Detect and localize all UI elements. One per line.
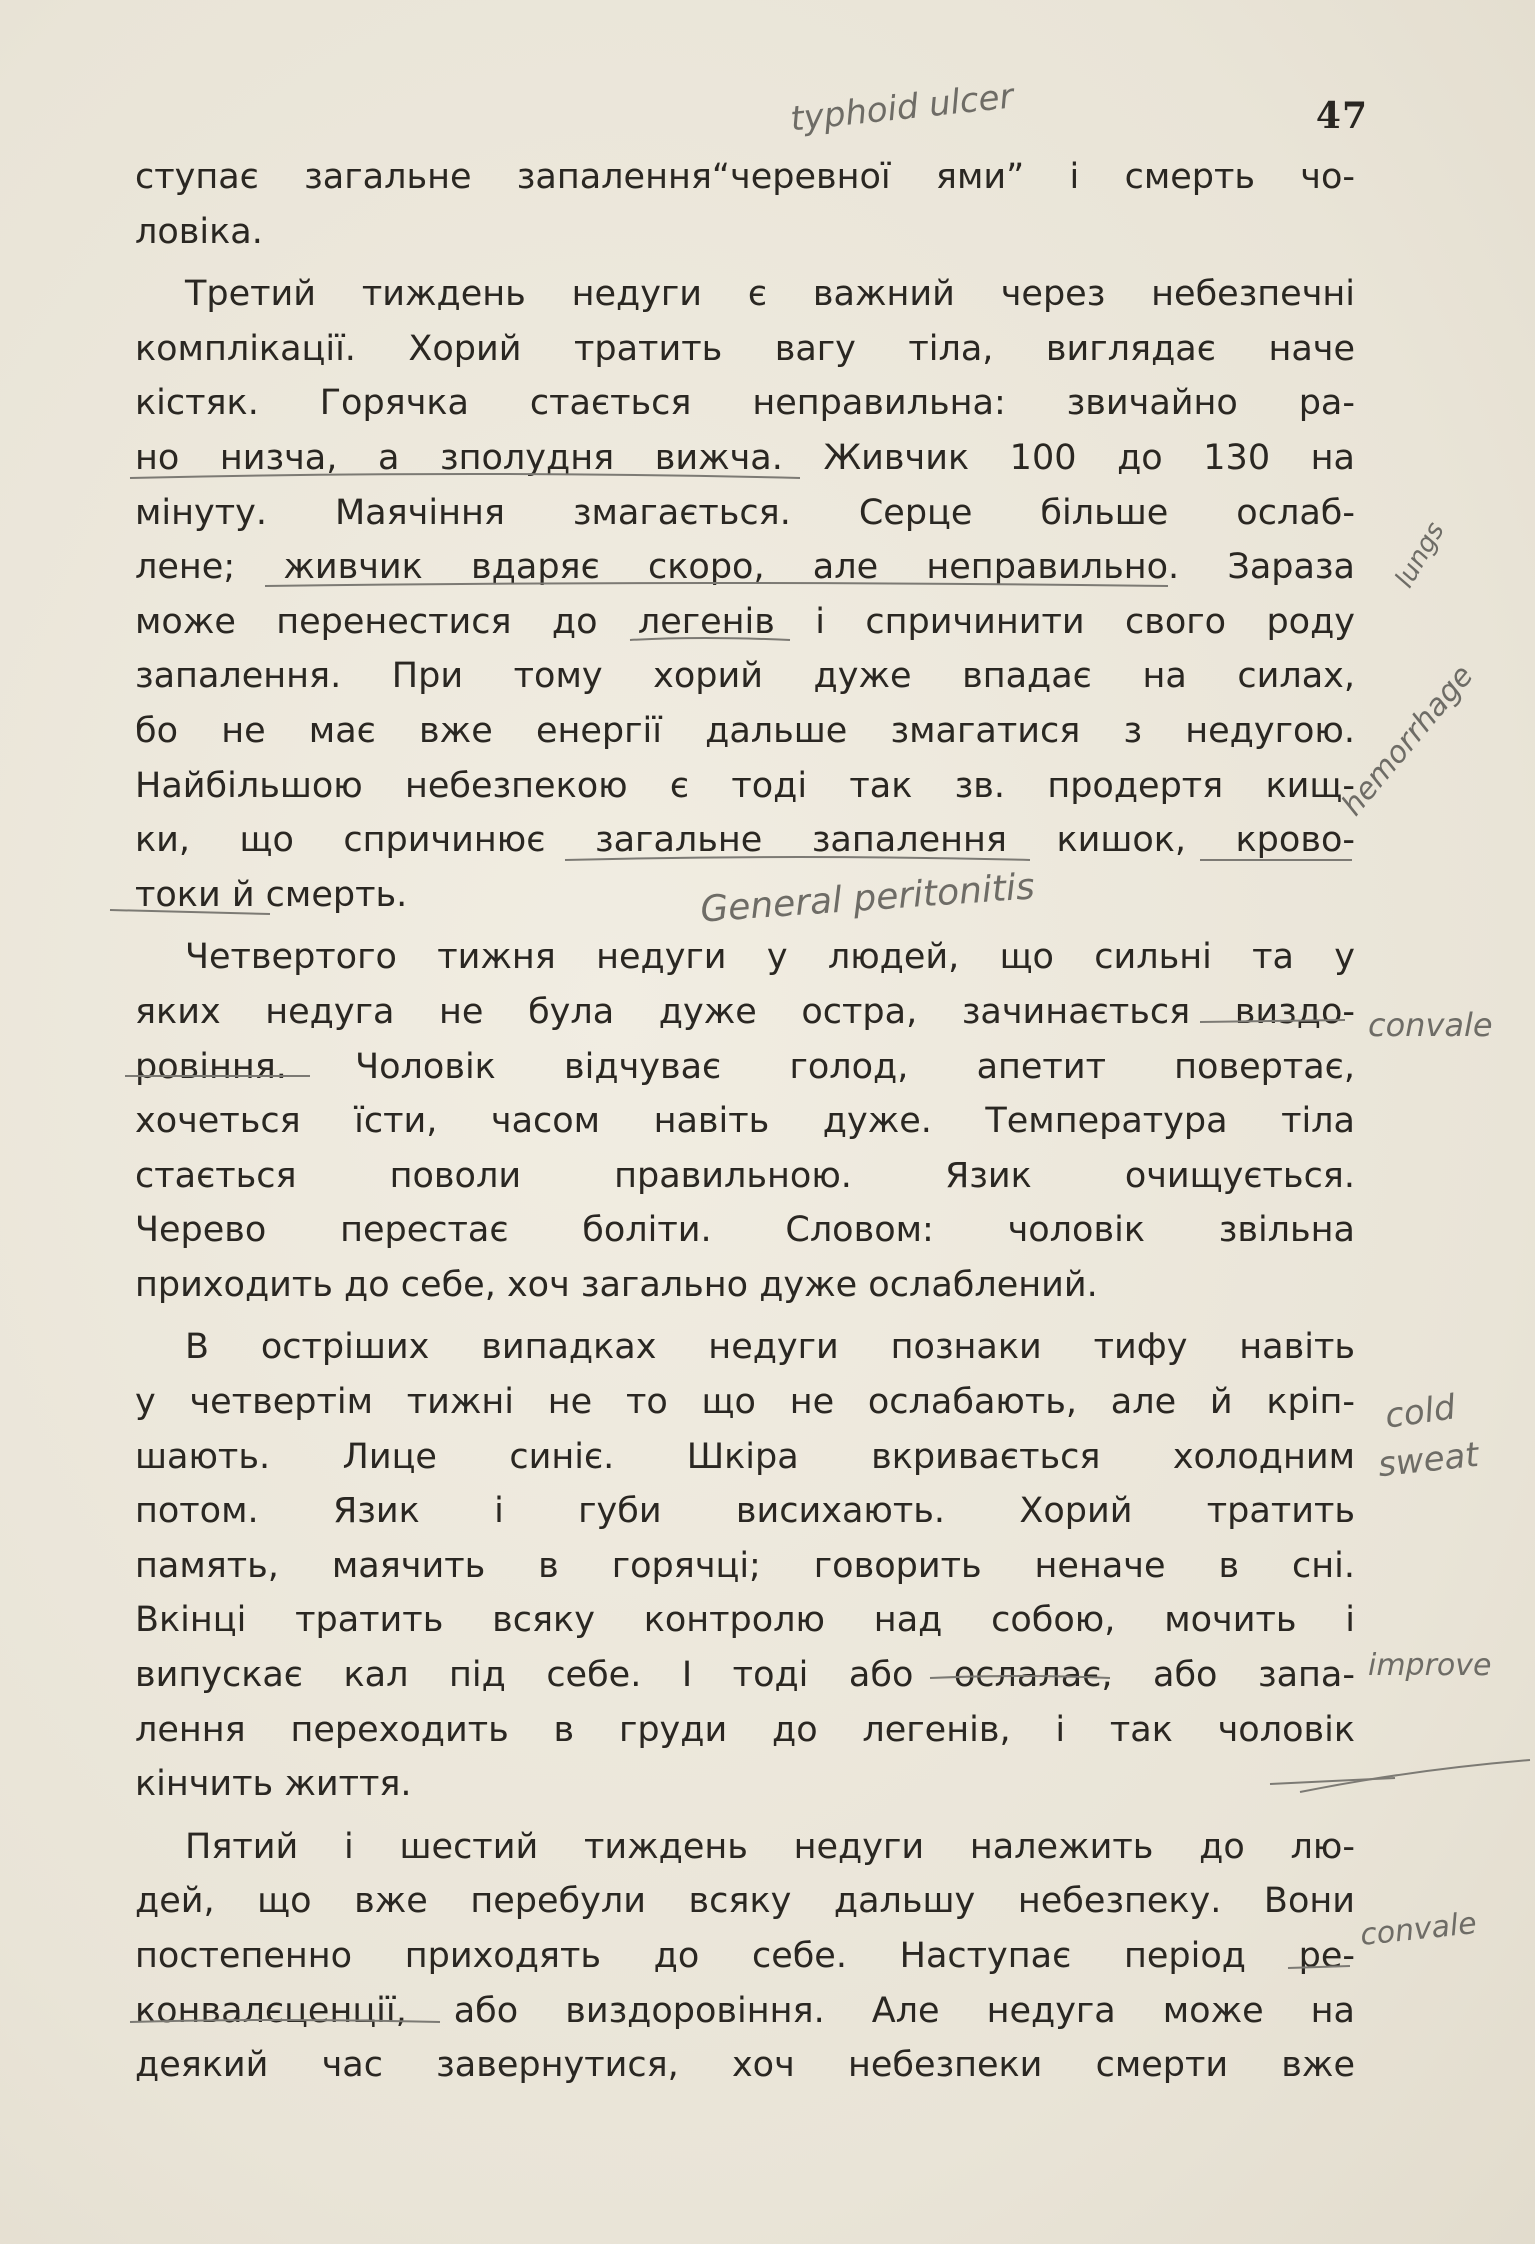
text-line: ки, що спричинює загальне запалення кишок, крово- xyxy=(135,820,1355,861)
text-line: Вкінці тратить всяку контролю над собою, мочить і xyxy=(135,1600,1355,1641)
text-line: Найбільшою небезпекою є тоді так зв. продертя кищ- xyxy=(135,765,1355,806)
margin-line xyxy=(1270,1778,1395,1784)
text-line: хочеться їсти, часом навіть дуже. Температура тіла xyxy=(135,1101,1355,1142)
text-line: може перенестися до легенів і спричинити свого роду xyxy=(135,601,1355,642)
text-line: но низча, а зполудня вижча. Живчик 100 до 130 на xyxy=(135,437,1355,478)
underline-mark xyxy=(565,857,1030,860)
text-line: кістяк. Горячка стається неправильна: звичайно ра- xyxy=(135,383,1355,424)
page-number: 47 xyxy=(1315,95,1368,137)
text-line: лення переходить в груди до легенів, і так чоловік xyxy=(135,1709,1355,1750)
text-line: комплікації. Хорий тратить вагу тіла, виглядає наче xyxy=(135,328,1355,369)
handwritten-note-convalescence: convale xyxy=(1368,1006,1493,1044)
handwritten-note-hemorrhage: hemorrhage xyxy=(1335,658,1481,823)
text-line: память, маячить в горячці; говорить неначе в сні. xyxy=(135,1545,1355,1586)
text-line: дей, що вже перебули всяку дальшу небезпеку. Вони xyxy=(135,1881,1355,1922)
text-line: лене; живчик вдаряє скоро, але неправильно. Зараза xyxy=(135,547,1355,588)
text-line: шають. Лице синіє. Шкіра вкривається холодним xyxy=(135,1436,1355,1477)
handwritten-note-peritonitis: General peritonitis xyxy=(698,866,1036,931)
text-line: потом. Язик і губи висихають. Хорий тратить xyxy=(135,1491,1355,1532)
text-line: бо не має вже енергії дальше змагатися з недугою. xyxy=(135,710,1355,751)
underline-mark xyxy=(630,638,790,640)
underline-mark xyxy=(130,474,800,478)
handwritten-note-cold: cold xyxy=(1382,1387,1458,1437)
text-line: Четвертого тижня недуги у людей, що сильні та у xyxy=(185,937,1355,978)
underline-mark xyxy=(265,583,1168,586)
text-line: конвалєценції, або виздоровіння. Але недуга може на xyxy=(135,1990,1355,2031)
text-line: ловіка. xyxy=(135,211,263,252)
margin-line xyxy=(1300,1760,1530,1792)
text-line: запалення. При тому хорий дуже впадає на силах, xyxy=(135,656,1355,697)
text-line: деякий час завернутися, хоч небезпеки смерти вже xyxy=(135,2045,1355,2086)
handwritten-note-typhoid: typhoid ulcer xyxy=(788,76,1016,140)
text-line: випускає кал під себе. І тоді або ослалає, або запа- xyxy=(135,1655,1355,1696)
text-line: Пятий і шестий тиждень недуги належить до лю- xyxy=(185,1826,1355,1867)
text-line: ровіння. Чоловік відчуває голод, апетит повертає, xyxy=(135,1046,1355,1087)
handwritten-note-convale-bottom: convale xyxy=(1358,1905,1479,1954)
text-line: кінчить життя. xyxy=(135,1764,412,1805)
text-line: яких недуга не була дуже остра, зачинається виздо- xyxy=(135,991,1355,1032)
text-line: стається поволи правильною. Язик очищується. xyxy=(135,1155,1355,1196)
text-line: токи й смерть. xyxy=(135,874,408,915)
underline-mark xyxy=(930,1676,1110,1678)
underline-mark xyxy=(1200,1020,1345,1022)
text-line: Третий тиждень недуги є важний через небезпечні xyxy=(185,274,1355,315)
text-line: Черево перестає боліти. Словом: чоловік звільна xyxy=(135,1210,1355,1251)
handwritten-note-sweat: sweat xyxy=(1376,1434,1481,1486)
underline-mark xyxy=(110,910,270,914)
handwritten-note-improve: improve xyxy=(1368,1648,1492,1683)
text-line: приходить до себе, хоч загально дуже ослаблений. xyxy=(135,1264,1098,1305)
underline-mark xyxy=(130,2020,440,2022)
text-line: постепенно приходять до себе. Наступає період ре- xyxy=(135,1936,1355,1976)
text-line: мінуту. Маячіння змагається. Серце більше ослаб- xyxy=(135,492,1355,533)
text-line: у четвертім тижні не то що не ослабають, але й кріп- xyxy=(135,1382,1355,1423)
text-line: ступає загальне запалення“черевної ями” і смерть чо- xyxy=(135,157,1355,197)
underline-mark xyxy=(1288,1966,1350,1968)
handwritten-note-lungs: lungs xyxy=(1389,517,1451,593)
text-line: В остріших випадках недуги познаки тифу навіть xyxy=(185,1327,1355,1368)
